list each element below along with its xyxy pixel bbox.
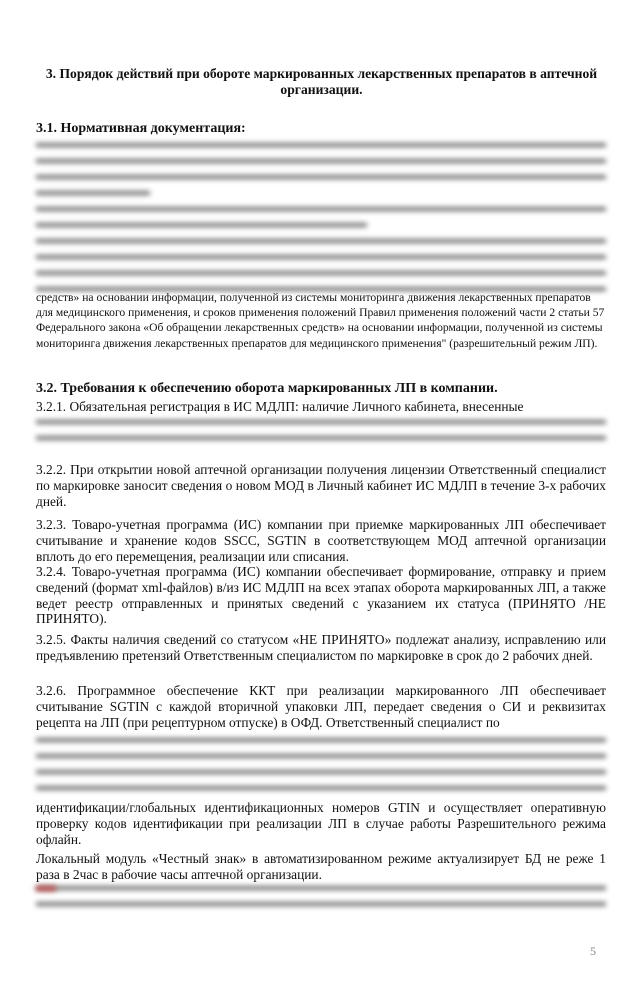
item-3-2-7-tail: идентификации/глобальных идентификационных номеров GTIN и осуществляет оперативную проверку кодов идентификации при реализации ЛП в случае работы Разрешительного режима офлайн. bbox=[36, 800, 606, 847]
section-3-1-heading: 3.1. Нормативная документация: bbox=[36, 121, 246, 136]
blurred-red-marker bbox=[36, 886, 56, 891]
blurred-item-3-2-6-7 bbox=[36, 738, 606, 802]
item-3-2-2: 3.2.2. При открытии новой аптечной организации получения лицензии Ответственный специалист по маркировке заносит сведения о новом МОД в Личный кабинет ИС МДЛП в течение 3-х рабочих дней. bbox=[36, 462, 606, 509]
item-3-2-6: 3.2.6. Программное обеспечение ККТ при реализации маркированного ЛП обеспечивает считывание SGTIN с каждой вторичной упаковки ЛП, передает сведения о СИ и реквизитах рецепта на ЛП (при рецептурном отпуске) в ОФД. Ответственный специалист по bbox=[36, 683, 606, 730]
section-3-2-heading: 3.2. Требования к обеспечению оборота маркированных ЛП в компании. bbox=[36, 381, 498, 396]
blurred-item-3-2-8 bbox=[36, 886, 606, 918]
section-3-1-text: средств» на основании информации, полученной из системы мониторинга движения лекарственных препаратов для медицинского применения, и сроков применения положений Правил применения положений части 2 статьи 57 Федерального закона «Об обращении лекарственных средств» на основании информации, полученной из системы мониторинга движения лекарственных препаратов для медицинского применения" (разрешительный режим ЛП). bbox=[36, 291, 605, 350]
blurred-item-3-2-1 bbox=[36, 420, 606, 452]
section-title: 3. Порядок действий при обороте маркированных лекарственных препаратов в аптечной организации. bbox=[45, 66, 598, 97]
blurred-regulations bbox=[36, 143, 606, 303]
item-3-2-4: 3.2.4. Товаро-учетная программа (ИС) компании обеспечивает формирование, отправку и прием сведений (формат xml-файлов) в/из ИС МДЛП на всех этапах оборота маркированных ЛП, а также ведет реестр отправленных и принятых сведений с указанием их статуса (ПРИНЯТО /НЕ ПРИНЯТО). bbox=[36, 564, 606, 627]
local-module-text: Локальный модуль «Честный знак» в автоматизированном режиме актуализирует БД не реже 1 раза в 2час в рабочие часы аптечной организации. bbox=[36, 851, 606, 882]
item-3-2-3: 3.2.3. Товаро-учетная программа (ИС) компании при приемке маркированных ЛП обеспечивает считывание и хранение кодов SSCC, SGTIN в соответствующем МОД аптечной организации вплоть до его перемещения, реализации или списания. bbox=[36, 517, 606, 564]
page-number: 5 bbox=[590, 944, 596, 958]
item-3-2-1: 3.2.1. Обязательная регистрация в ИС МДЛП: наличие Личного кабинета, внесенные bbox=[36, 399, 524, 414]
item-3-2-5: 3.2.5. Факты наличия сведений со статусом «НЕ ПРИНЯТО» подлежат анализу, исправлению или предъявлению претензий Ответственным специалистом по маркировке в срок до 2 рабочих дней. bbox=[36, 632, 606, 663]
